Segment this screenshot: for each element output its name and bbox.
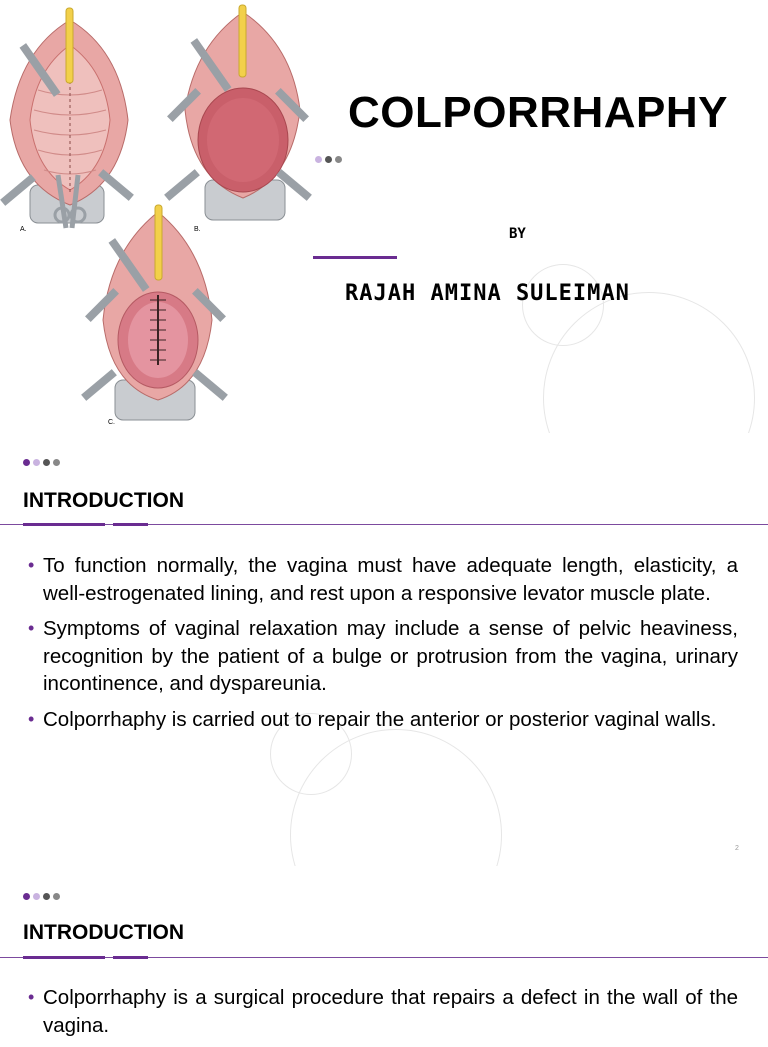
slide-dots (23, 893, 60, 900)
page-number: 2 (735, 845, 739, 852)
by-label: BY (509, 226, 526, 242)
title-slide (0, 0, 768, 432)
figure-panel-c (81, 205, 228, 420)
colporrhaphy-illustration (0, 0, 300, 432)
slide-heading: INTRODUCTION (23, 921, 184, 944)
author-name: RAJAH AMINA SULEIMAN (345, 281, 630, 306)
figure-label-b: B. (194, 226, 201, 233)
figure-panel-a (0, 8, 134, 228)
introduction-slide-2 (0, 866, 768, 1037)
dot (53, 459, 60, 466)
bullet-item: • To function normally, the vagina must have adequate length, elasticity, a well-estrogenated lining, and rest upon a responsive levator muscle plate. (28, 552, 738, 607)
dot (315, 156, 322, 163)
bullet-item: • Colporrhaphy is a surgical procedure that repairs a defect in the wall of the vagina. (28, 984, 738, 1039)
dot (43, 459, 50, 466)
slide-dots (23, 459, 60, 466)
introduction-slide (0, 433, 768, 865)
bullet-list (28, 552, 738, 741)
slide-title: COLPORRHAPHY (348, 88, 729, 137)
bullet-item: • Symptoms of vaginal relaxation may include a sense of pelvic heaviness, recognition by the patient of a bulge or protrusion from the vagina, urinary incontinence, and dyspareunia. (28, 615, 738, 698)
bullet-item: • Colporrhaphy is carried out to repair the anterior or posterior vaginal walls. (28, 706, 738, 734)
dot (23, 893, 30, 900)
divider-accent (23, 956, 105, 959)
figure-panel-b (164, 5, 312, 220)
dot (43, 893, 50, 900)
divider-accent (113, 523, 148, 526)
accent-line (313, 256, 397, 259)
bullet-list (28, 984, 738, 1047)
slide-heading: INTRODUCTION (23, 489, 184, 512)
figure-label-c: C. (108, 419, 115, 426)
figure-label-a: A. (20, 226, 27, 233)
dot (33, 893, 40, 900)
dot (335, 156, 342, 163)
divider-accent (23, 523, 105, 526)
dot (33, 459, 40, 466)
dot (23, 459, 30, 466)
divider-accent (113, 956, 148, 959)
dot (325, 156, 332, 163)
dot (53, 893, 60, 900)
slide-dots (315, 156, 342, 163)
